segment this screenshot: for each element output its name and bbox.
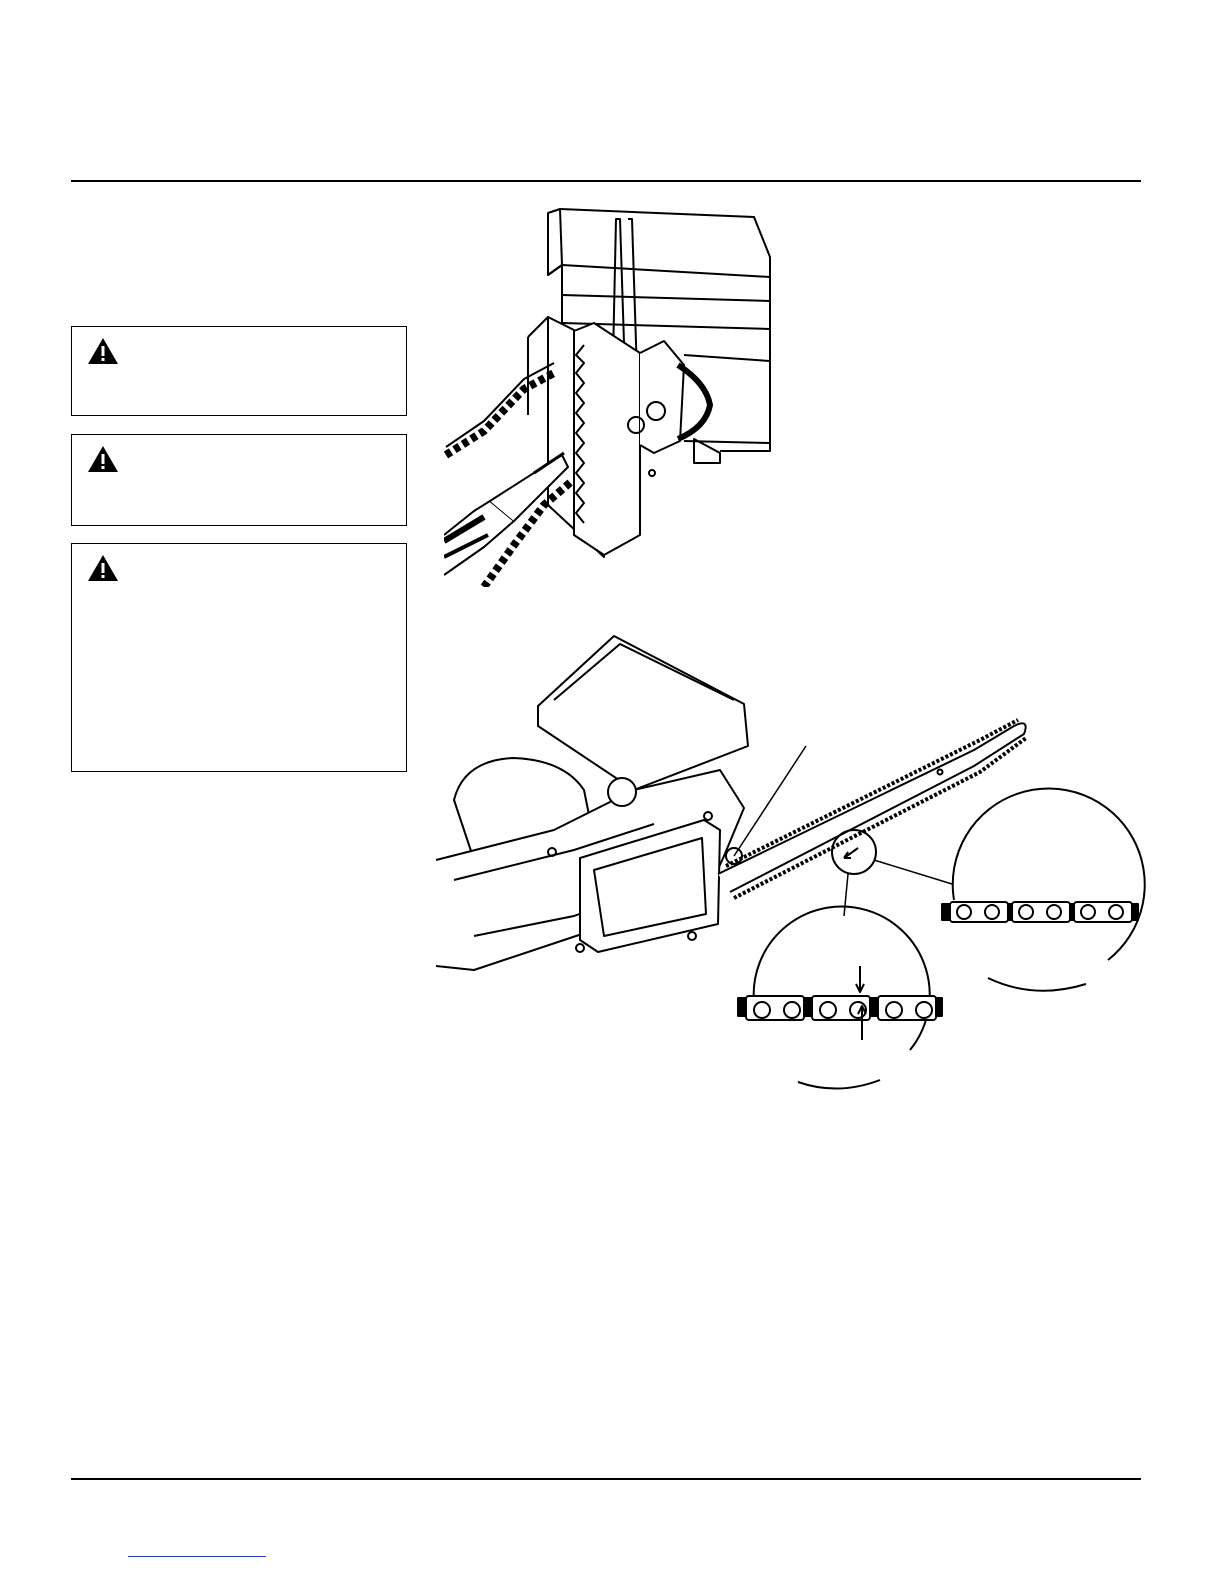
footer-link-underline[interactable]	[128, 1556, 266, 1557]
footer-rule	[71, 1478, 1141, 1480]
warning-box-2	[71, 434, 407, 526]
warning-box-3	[71, 543, 407, 772]
warning-box-1	[71, 326, 407, 416]
warning-triangle-icon	[87, 445, 119, 473]
chainsaw-bar-illustration	[434, 630, 1146, 1095]
warning-triangle-icon	[87, 554, 119, 582]
header-rule	[71, 180, 1141, 182]
sprocket-illustration	[444, 205, 774, 587]
warning-triangle-icon	[87, 337, 119, 365]
